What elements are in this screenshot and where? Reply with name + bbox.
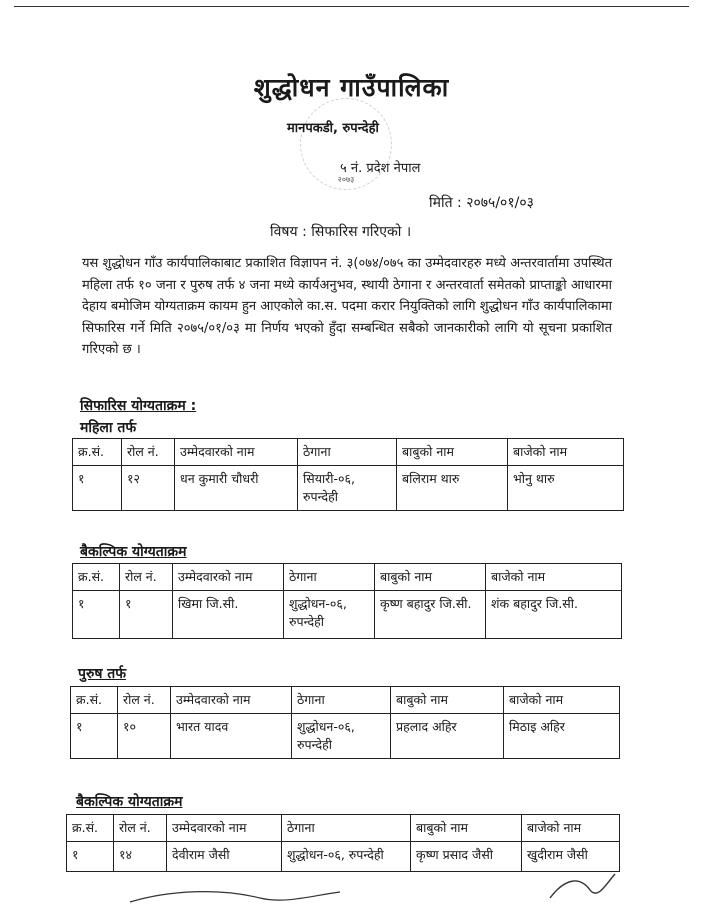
office-title: शुद्धोधन गाउँपालिका [253, 73, 450, 102]
seal-year: २०७३ [337, 175, 355, 184]
table-heading-alternate-male: बैकल्पिक योग्यताक्रम [76, 794, 183, 810]
cell-serial: १ [73, 466, 122, 511]
cell-address: शुद्धोधन-०६, रुपन्देही [292, 714, 391, 759]
cell-serial: १ [71, 714, 118, 759]
cell-grandfather: भोनु थारु [508, 466, 624, 511]
cell-grandfather: मिठाइ अहिर [504, 714, 620, 759]
cell-grandfather: खुदीराम जैसी [522, 842, 620, 872]
table-header-row [71, 687, 620, 714]
male-table [70, 686, 620, 759]
cell-father: कृष्ण प्रसाद जैसी [411, 842, 522, 872]
col-father: बाबुको नाम [375, 564, 486, 591]
col-name: उम्मेदवारको नाम [173, 564, 284, 591]
col-grandfather: बाजेको नाम [504, 687, 620, 714]
col-name: उम्मेदवारको नाम [175, 439, 298, 466]
cell-father: प्रहलाद अहिर [391, 714, 504, 759]
table-heading-alternate-female: बैकल्पिक योग्यताक्रम [80, 544, 187, 560]
table-row [73, 591, 622, 639]
col-roll: रोल नं. [122, 439, 175, 466]
top-rule [14, 6, 689, 7]
col-father: बाबुको नाम [391, 687, 504, 714]
table-header-row [73, 564, 622, 591]
table-heading-female: महिला तर्फ [80, 420, 137, 436]
cell-roll: १ [120, 591, 173, 639]
col-grandfather: बाजेको नाम [486, 564, 622, 591]
cell-address: सियारी-०६, रुपन्देही [298, 466, 397, 511]
signature-scribble [110, 868, 670, 908]
cell-address: शुद्धोधन-०६, रुपन्देही [282, 842, 411, 872]
cell-serial: १ [67, 842, 114, 872]
col-grandfather: बाजेको नाम [508, 439, 624, 466]
col-address: ठेगाना [282, 815, 411, 842]
cell-roll: १२ [122, 466, 175, 511]
office-address: मानपकडी, रुपन्देही [287, 121, 379, 136]
table-header-row [67, 815, 620, 842]
letter-date: मिति : २०७५/०१/०३ [429, 195, 534, 211]
cell-roll: १० [118, 714, 171, 759]
cell-name: देवीराम जैसी [167, 842, 282, 872]
col-address: ठेगाना [292, 687, 391, 714]
cell-father: बलिराम थारु [397, 466, 508, 511]
col-roll: रोल नं. [118, 687, 171, 714]
col-father: बाबुको नाम [411, 815, 522, 842]
col-roll: रोल नं. [114, 815, 167, 842]
col-serial: क्र.सं. [67, 815, 114, 842]
table-heading-male: पुरुष तर्फ [78, 666, 127, 682]
cell-serial: १ [73, 591, 120, 639]
letter-subject: विषय : सिफारिस गरिएको । [270, 224, 412, 240]
cell-father: कृष्ण बहादुर जि.सी. [375, 591, 486, 639]
col-address: ठेगाना [284, 564, 375, 591]
table-row [71, 714, 620, 759]
cell-name: धन कुमारी चौधरी [175, 466, 298, 511]
alternate-male-table [66, 814, 620, 872]
col-serial: क्र.सं. [71, 687, 118, 714]
table-header-row [73, 439, 624, 466]
table-row [67, 842, 620, 872]
office-seal [300, 98, 392, 190]
cell-grandfather: शंक बहादुर जि.सी. [486, 591, 622, 639]
cell-name: खिमा जि.सी. [173, 591, 284, 639]
table-row [73, 466, 624, 511]
col-father: बाबुको नाम [397, 439, 508, 466]
col-serial: क्र.सं. [73, 564, 120, 591]
letter-body: यस शुद्धोधन गाँउ कार्यपालिकाबाट प्रकाशित विज्ञापन नं. ३(०७४/०७५ का उम्मेदवारहरु मध्ये अन्तरवार्तामा उपस्थित महिला तर्फ १० जना र पुरुष तर्फ ४ जना मध्ये कार्यअनुभव, स्थायी ठेगाना र अन्तरवार्ता समेतको प्राप्ताङ्को आधारमा देहाय बमोजिम योग्यताक्रम कायम हुन आएकोले का.स. पदमा करार नियुक्तिको लागि शुद्धोधन गाँउ कार्यपालिकामा सिफारिस गर्ने मिति २०७५/०१/०३ मा निर्णय भएको हुँदा सम्बन्धित सबैको जानकारीको लागि यो सूचना प्रकाशित गरिएको छ । [82, 256, 612, 357]
col-serial: क्र.सं. [73, 439, 122, 466]
cell-roll: १४ [114, 842, 167, 872]
female-table [72, 438, 624, 511]
office-province: ५ नं. प्रदेश नेपाल [340, 161, 421, 176]
col-name: उम्मेदवारको नाम [167, 815, 282, 842]
col-address: ठेगाना [298, 439, 397, 466]
col-roll: रोल नं. [120, 564, 173, 591]
alternate-female-table [72, 563, 622, 639]
cell-address: शुद्धोधन-०६, रुपन्देही [284, 591, 375, 639]
cell-name: भारत यादव [171, 714, 292, 759]
col-name: उम्मेदवारको नाम [171, 687, 292, 714]
col-grandfather: बाजेको नाम [522, 815, 620, 842]
section-heading: सिफारिस योग्यताक्रम : [80, 398, 197, 414]
